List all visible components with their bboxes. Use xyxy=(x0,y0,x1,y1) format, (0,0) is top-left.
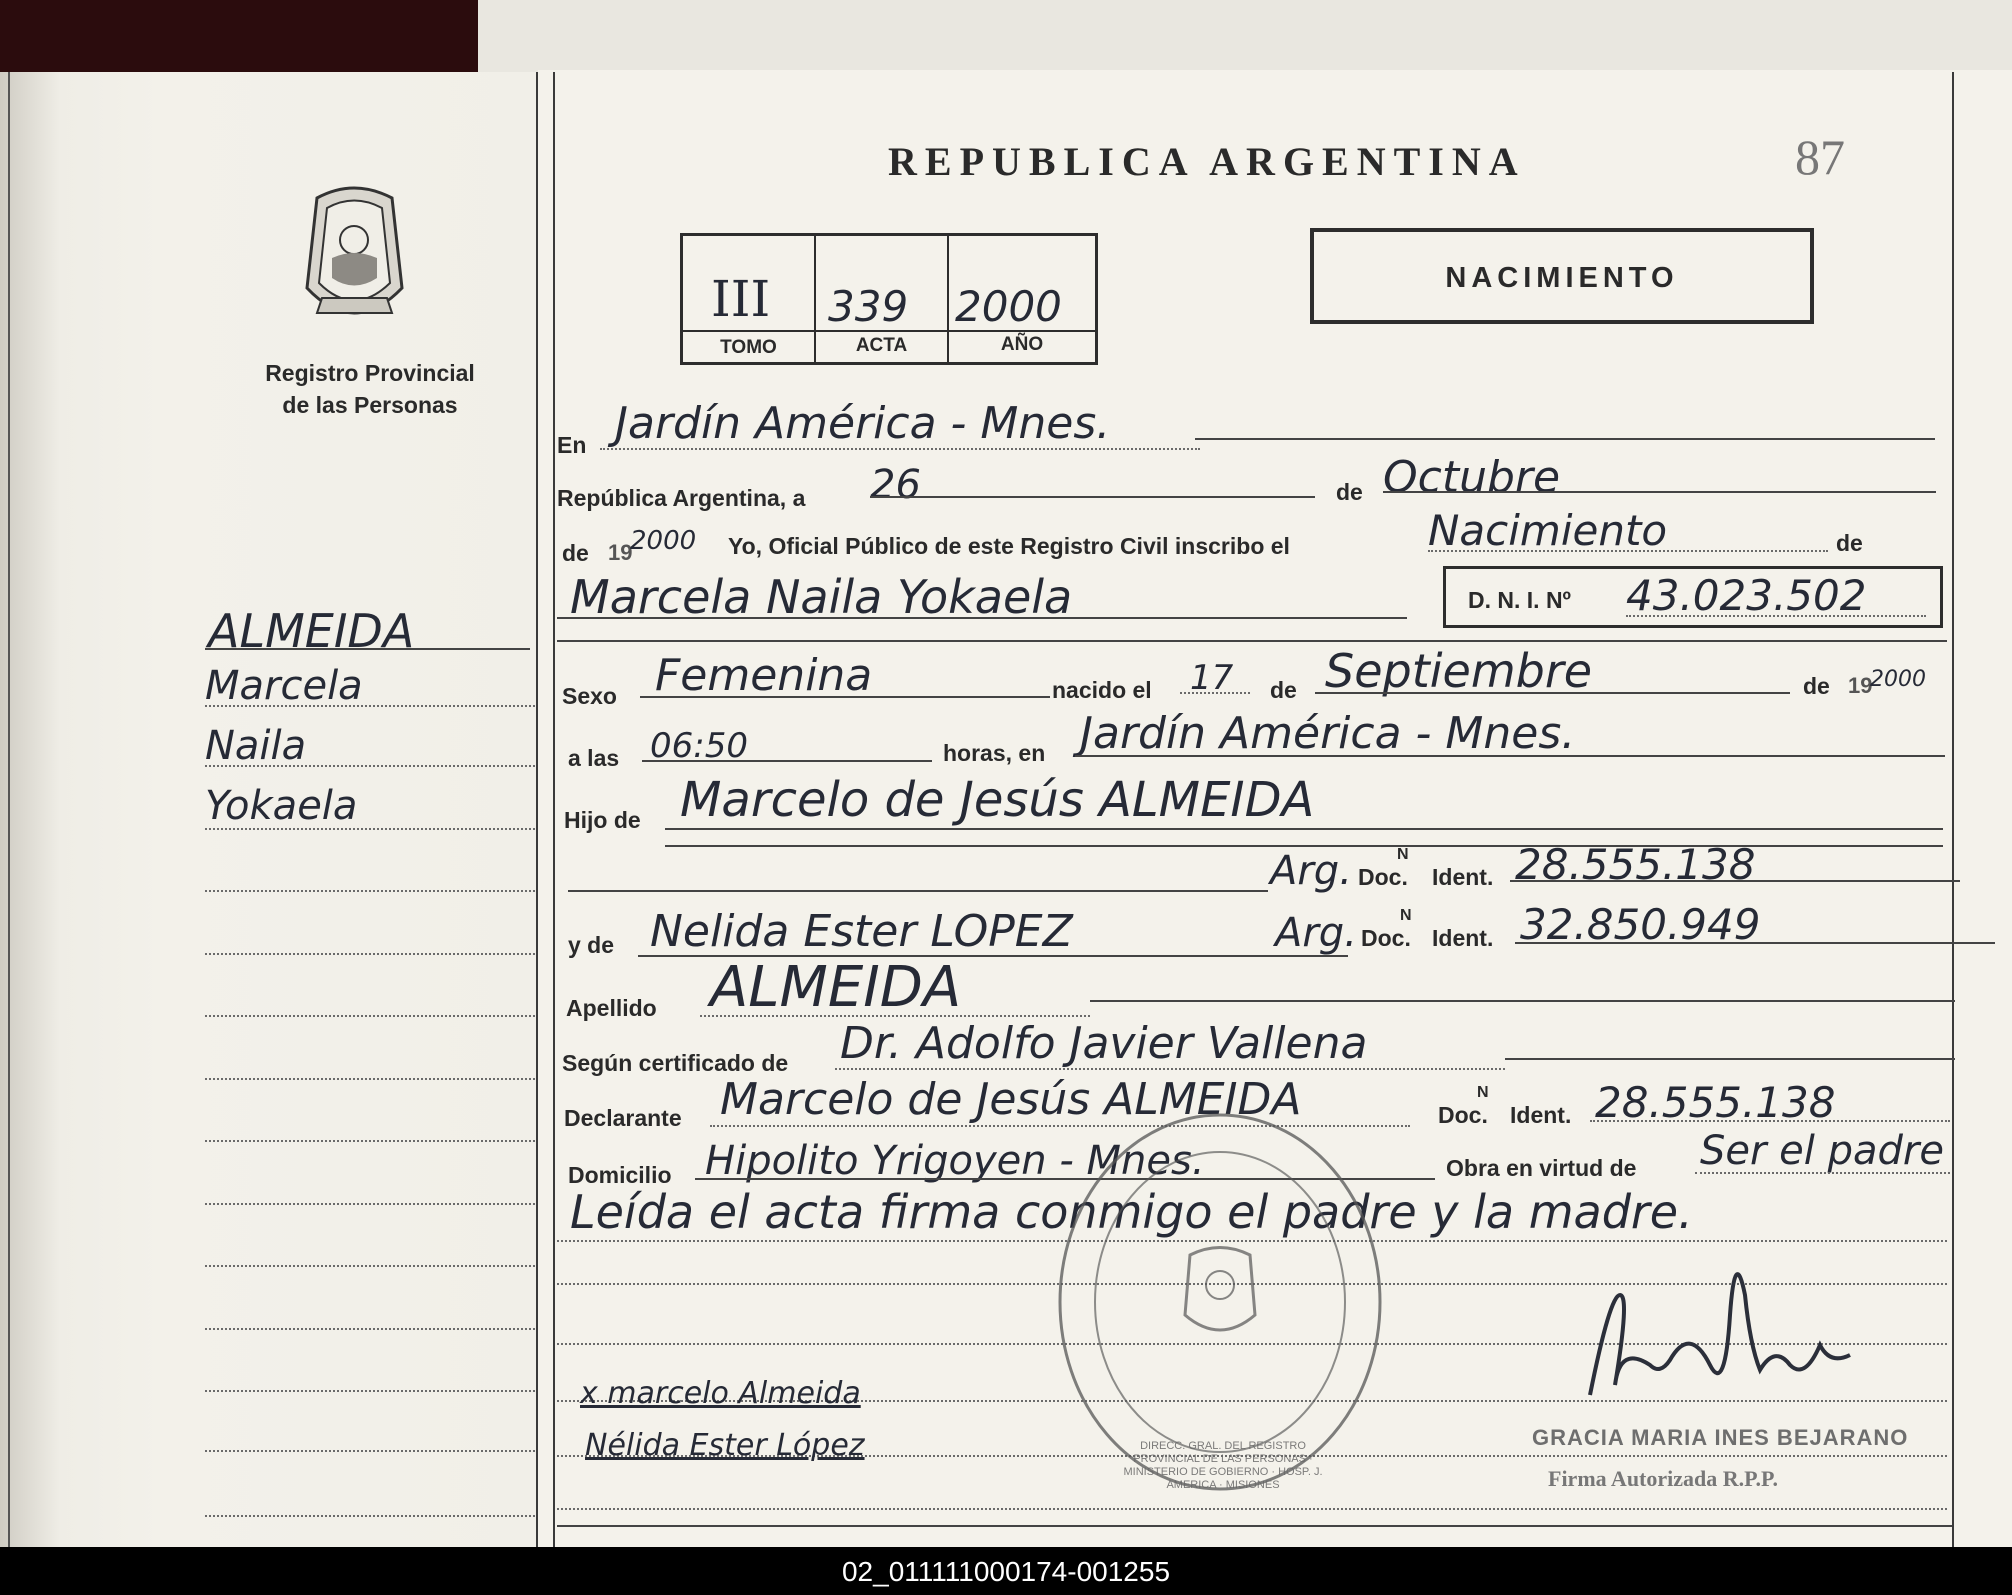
bottom-rule xyxy=(557,1525,1952,1527)
margin-dotted-line xyxy=(205,1450,535,1452)
margin-dotted-line xyxy=(205,1265,535,1267)
de-label-2: de xyxy=(1270,677,1297,703)
father-line xyxy=(665,828,1943,830)
margin-surname-line xyxy=(205,648,530,650)
declarant-value: Marcelo de Jesús ALMEIDA xyxy=(720,1074,1302,1125)
acta-value: 339 xyxy=(828,282,909,331)
hour-value: 06:50 xyxy=(650,726,748,766)
declarante-label: Declarante xyxy=(564,1105,682,1131)
hour-line xyxy=(642,760,932,762)
day-line xyxy=(870,496,1315,498)
margin-dotted-line xyxy=(205,1390,535,1392)
birth-month: Septiembre xyxy=(1325,644,1593,698)
margin-dotted-line xyxy=(205,1140,535,1142)
tomo-value: III xyxy=(711,270,771,328)
margin-dotted-line xyxy=(205,828,535,830)
ident-label: Ident. xyxy=(1510,1102,1572,1128)
de-label: de xyxy=(1336,479,1363,505)
father-doc: 28.555.138 xyxy=(1515,840,1756,889)
registry-box xyxy=(680,233,1098,365)
reason-value: Ser el padre xyxy=(1700,1128,1944,1174)
en-label: En xyxy=(557,432,587,458)
margin-dotted-line xyxy=(205,1203,535,1205)
father-nationality: Arg. xyxy=(1270,848,1352,894)
gutter-line-2 xyxy=(553,72,555,1547)
acta-label: ACTA xyxy=(855,335,908,356)
mother-doc-tail xyxy=(1515,942,1995,944)
margin-name-1: Marcela xyxy=(205,663,363,709)
republica-label: República Argentina, a xyxy=(557,485,806,511)
doc-label: Doc. xyxy=(1358,864,1408,890)
year-hand: 2000 xyxy=(630,526,697,556)
place-line xyxy=(600,448,1200,450)
father-doc-line xyxy=(568,890,1268,892)
sexo-label: Sexo xyxy=(562,683,617,709)
doctor-line-tail xyxy=(1505,1058,1955,1060)
day-value: 26 xyxy=(870,462,921,508)
event-value: Nacimiento xyxy=(1428,506,1668,555)
month-line xyxy=(1383,491,1936,493)
margin-dotted-line xyxy=(205,765,535,767)
doc-superscript: N xyxy=(1477,1084,1489,1101)
footer-bar xyxy=(0,1547,2012,1595)
official-signature-icon xyxy=(1560,1255,1860,1430)
dni-value: 43.023.502 xyxy=(1626,571,1867,620)
ano-label: AÑO xyxy=(1000,334,1044,355)
birth-place-line xyxy=(1075,755,1945,757)
month-value: Octubre xyxy=(1383,452,1561,503)
doctor-line xyxy=(835,1068,1505,1070)
margin-dotted-line xyxy=(205,890,535,892)
de-label-3: de xyxy=(1803,673,1830,699)
sex-line xyxy=(640,696,1050,698)
ident-label: Ident. xyxy=(1432,864,1494,890)
closing-statement: Leída el acta firma conmigo el padre y la madre. xyxy=(570,1185,1693,1239)
section-rule xyxy=(557,640,1947,642)
dni-line xyxy=(1626,615,1926,617)
country-title: REPUBLICA ARGENTINA xyxy=(888,139,1526,184)
domicilio-label: Domicilio xyxy=(568,1162,672,1188)
event-line xyxy=(1428,550,1828,552)
registry-title-line1: Registro Provincial xyxy=(265,360,475,386)
place-value: Jardín América - Mnes. xyxy=(615,398,1111,449)
birth-month-line xyxy=(1315,692,1790,694)
birth-year-print: 19 xyxy=(1848,673,1873,698)
child-name: Marcela Naila Yokaela xyxy=(570,570,1073,624)
place-line-tail xyxy=(1195,438,1935,440)
surname-line xyxy=(700,1015,1090,1017)
margin-dotted-line xyxy=(205,953,535,955)
declarant-doc-line xyxy=(1590,1120,1950,1122)
obra-label: Obra en virtud de xyxy=(1446,1155,1637,1181)
birth-day-line xyxy=(1180,692,1250,694)
a-las-label: a las xyxy=(568,745,620,771)
top-paper xyxy=(478,0,2012,72)
margin-name-3: Yokaela xyxy=(205,783,358,829)
margin-dotted-line xyxy=(205,1515,535,1517)
right-border xyxy=(1952,72,1954,1547)
surname-line-tail xyxy=(1090,1000,1955,1002)
birth-day: 17 xyxy=(1190,658,1234,698)
segun-label: Según certificado de xyxy=(562,1050,789,1076)
mother-nationality: Arg. xyxy=(1275,910,1357,956)
ano-value: 2000 xyxy=(955,282,1062,331)
margin-name-2: Naila xyxy=(205,723,307,769)
birth-year-hand: 2000 xyxy=(1870,667,1926,692)
sex-value: Femenina xyxy=(655,650,873,701)
reason-line xyxy=(1695,1172,1950,1174)
parent-signature-2: Nélida Ester López xyxy=(585,1428,865,1463)
ident-label: Ident. xyxy=(1432,925,1494,951)
official-title: Firma Autorizada R.P.P. xyxy=(1548,1466,1778,1491)
doc-label: Doc. xyxy=(1438,1102,1488,1128)
margin-dotted-line xyxy=(205,1015,535,1017)
gutter-line xyxy=(536,72,538,1547)
left-edge-line xyxy=(8,72,10,1547)
declarant-doc: 28.555.138 xyxy=(1595,1078,1836,1127)
margin-surname: ALMEIDA xyxy=(208,604,415,658)
horas-label: horas, en xyxy=(943,740,1046,766)
margin-dotted-line xyxy=(205,1078,535,1080)
record-type-box xyxy=(1310,228,1814,324)
misiones-seal-icon xyxy=(292,178,417,333)
record-type: NACIMIENTO xyxy=(1445,262,1679,294)
father-value: Marcelo de Jesús ALMEIDA xyxy=(680,772,1315,828)
de19-label: de xyxy=(562,540,589,566)
surname-value: ALMEIDA xyxy=(710,955,962,1020)
mother-value: Nelida Ester LOPEZ xyxy=(650,906,1073,957)
apellido-label: Apellido xyxy=(566,995,657,1021)
address-value: Hipolito Yrigoyen - Mnes. xyxy=(705,1138,1205,1184)
hijo-label: Hijo de xyxy=(564,807,641,833)
official-name: GRACIA MARIA INES BEJARANO xyxy=(1532,1425,1909,1450)
yo-label: Yo, Oficial Público de este Registro Civil inscribo el xyxy=(728,533,1290,559)
doc-superscript: N xyxy=(1400,907,1412,924)
footer-code: 02_011111000174-001255 xyxy=(841,1556,1171,1587)
doctor-value: Dr. Adolfo Javier Vallena xyxy=(840,1018,1368,1069)
child-name-line xyxy=(557,617,1407,619)
de-end-label: de xyxy=(1836,530,1863,556)
registry-title-line2: de las Personas xyxy=(282,392,458,418)
tomo-label: TOMO xyxy=(720,337,777,358)
birth-place: Jardín América - Mnes. xyxy=(1080,708,1576,759)
year-print: 19 xyxy=(608,540,633,565)
doc-label: Doc. xyxy=(1361,925,1411,951)
y-de-label: y de xyxy=(568,932,615,958)
margin-dotted-line xyxy=(205,1328,535,1330)
dni-box xyxy=(1443,566,1943,628)
nacido-label: nacido el xyxy=(1052,677,1152,703)
father-doc-tail xyxy=(1510,880,1960,882)
doc-superscript: N xyxy=(1397,846,1409,863)
page-number: 87 xyxy=(1795,129,1845,185)
ruled-line xyxy=(557,1508,1947,1510)
stamp-text: DIRECC. GRAL. DEL REGISTRO PROVINCIAL DE LAS PERSONAS · MINISTERIO DE GOBIERNO · HOSP. J. AMERICA · MISIONES xyxy=(1123,1440,1323,1491)
mother-doc: 32.850.949 xyxy=(1520,900,1761,949)
parent-signature-1: x marcelo Almeida xyxy=(580,1376,861,1411)
dni-label: D. N. I. Nº xyxy=(1468,587,1571,613)
margin-dotted-line xyxy=(205,705,535,707)
